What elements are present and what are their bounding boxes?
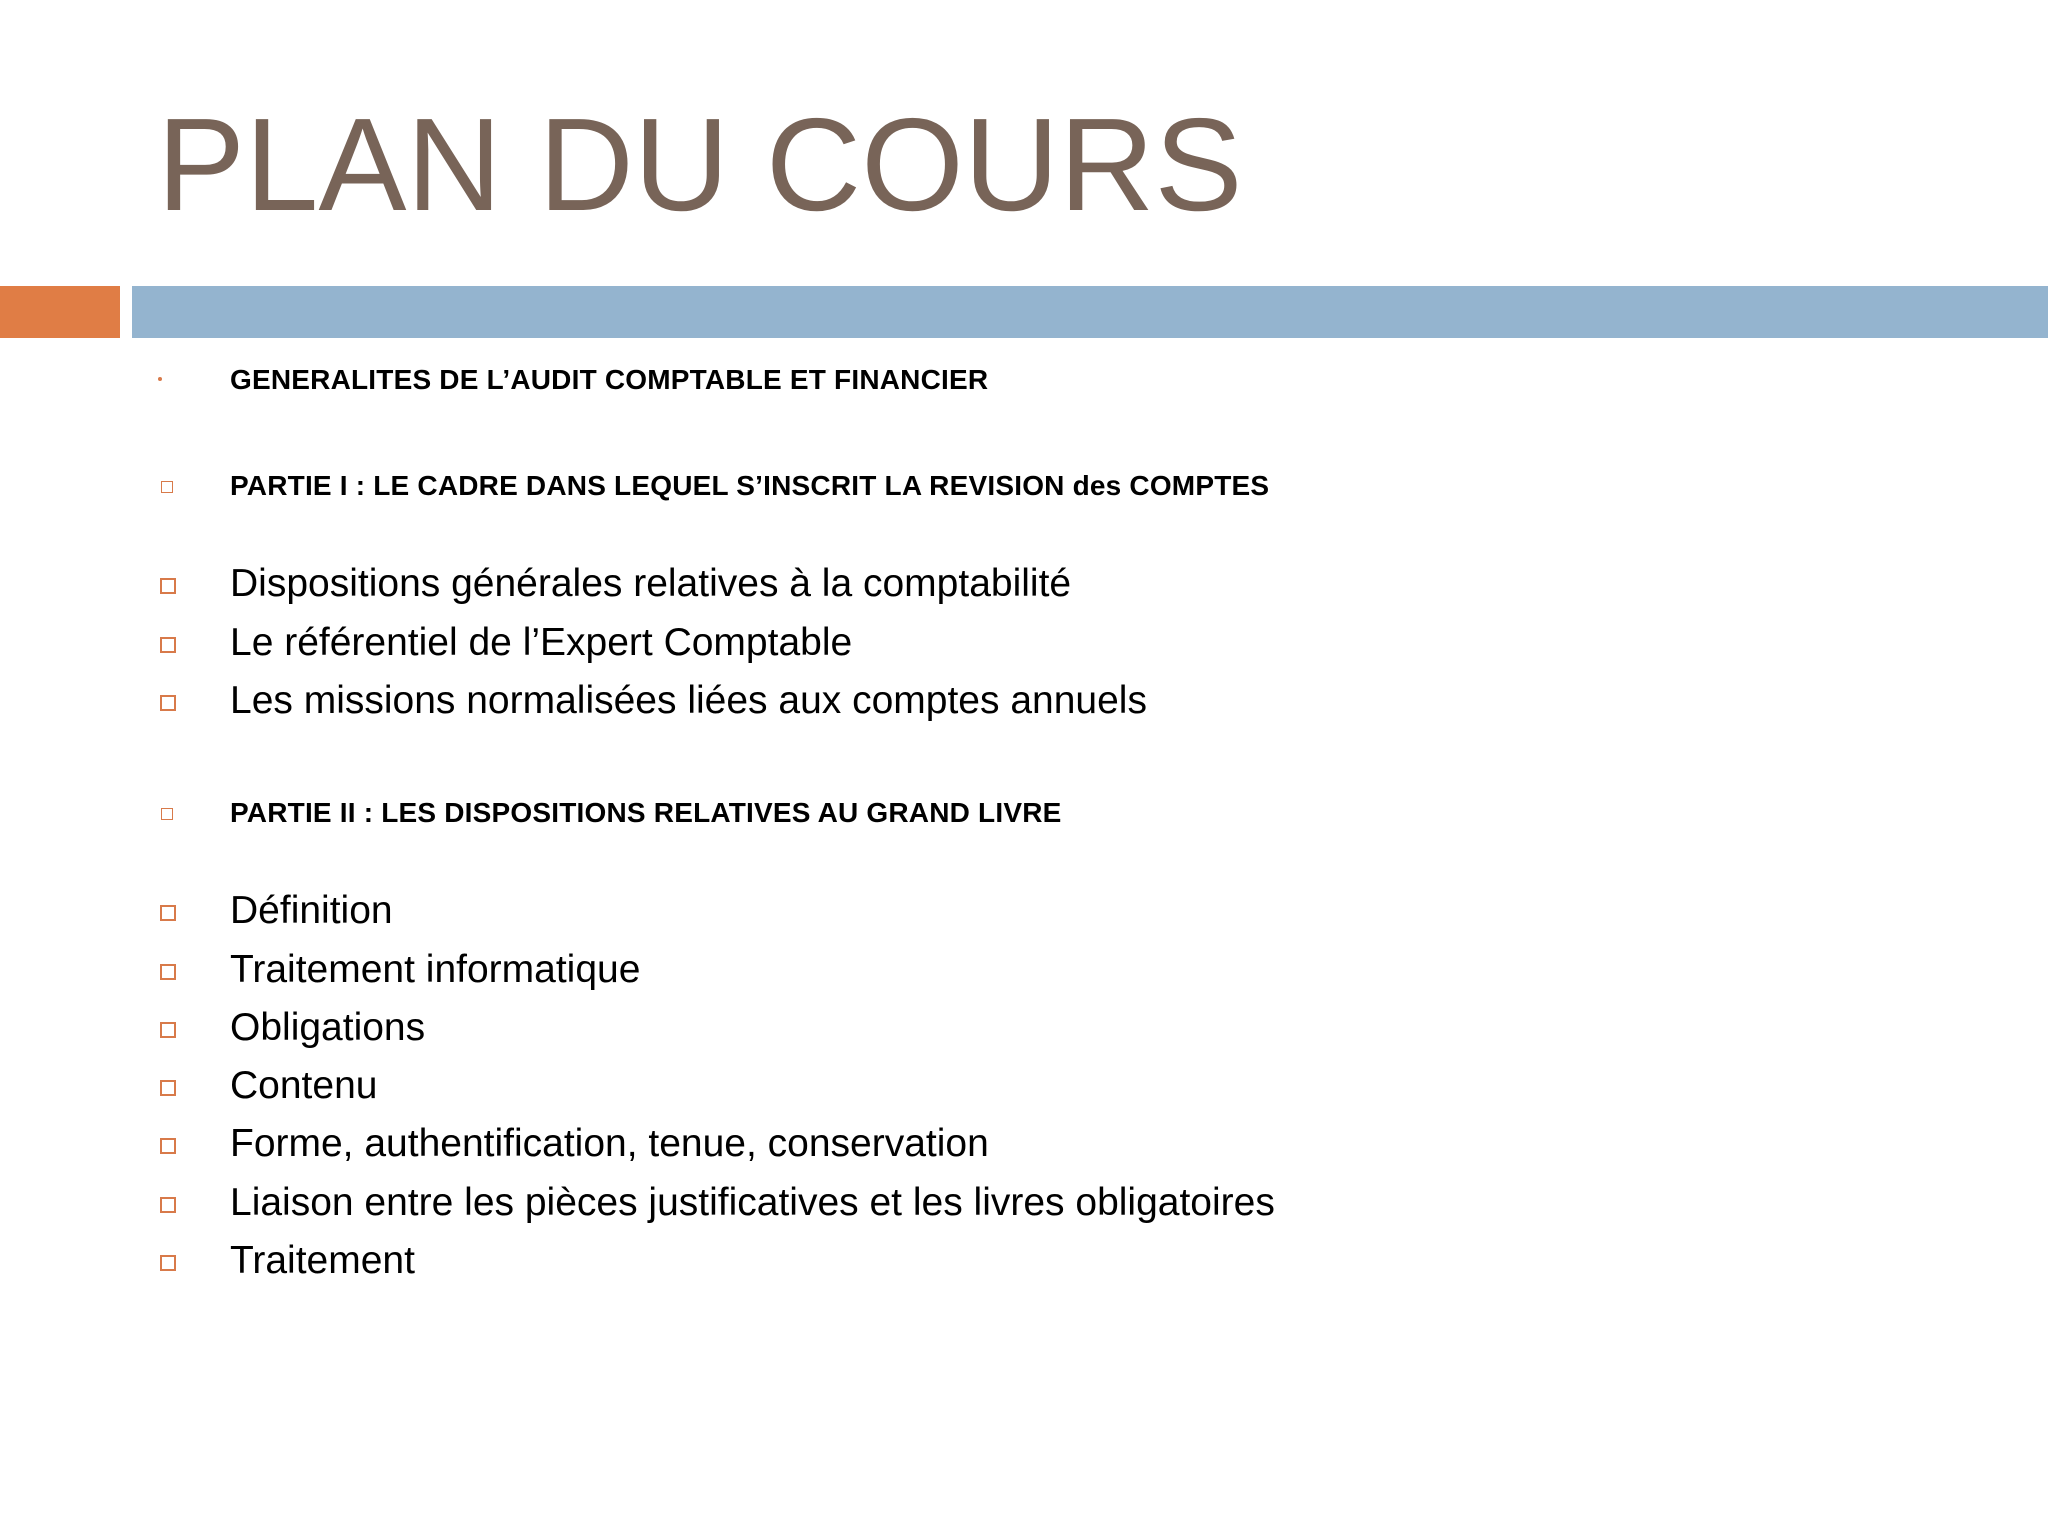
list-item [0, 1057, 2048, 1115]
list-item-text: GENERALITES DE L’AUDIT COMPTABLE ET FINANCIER [230, 364, 989, 395]
list-item-text: Liaison entre les pièces justificatives et les livres obligatoires [230, 1181, 1275, 1224]
hollow-square-bullet-icon [160, 1022, 176, 1038]
list-item-text: PARTIE I : LE CADRE DANS LEQUEL S’INSCRIT LA REVISION des COMPTES [230, 470, 1270, 501]
list-item-text: Traitement informatique [230, 948, 641, 991]
list-item-text: Dispositions générales relatives à la comptabilité [230, 562, 1072, 605]
list-item [0, 457, 2048, 515]
hollow-square-bullet-icon [160, 1138, 176, 1154]
list-item-text: PARTIE II : LES DISPOSITIONS RELATIVES AU GRAND LIVRE [230, 797, 1062, 828]
list-item [0, 999, 2048, 1057]
hollow-square-bullet-icon [160, 1197, 176, 1213]
list-item-text: Les missions normalisées liées aux comptes annuels [230, 679, 1147, 722]
hollow-square-bullet-icon [161, 808, 173, 820]
list-item [0, 1174, 2048, 1232]
list-item-text: Traitement [230, 1239, 415, 1282]
hollow-square-bullet-icon [160, 964, 176, 980]
list-item-text: Le référentiel de l’Expert Comptable [230, 621, 853, 664]
list-item [0, 941, 2048, 999]
hollow-square-bullet-icon [160, 1080, 176, 1096]
list-item-text: Obligations [230, 1006, 426, 1049]
list-item [0, 882, 2048, 940]
list-item-text: Contenu [230, 1064, 378, 1107]
list-item [0, 1232, 2048, 1290]
hollow-square-bullet-icon [160, 578, 176, 594]
list-item [0, 672, 2048, 730]
list-item [0, 784, 2048, 842]
small-dot-icon [158, 377, 162, 381]
hollow-square-bullet-icon [160, 637, 176, 653]
accent-bar-orange [0, 286, 120, 338]
list-item [0, 614, 2048, 672]
list-item [0, 351, 2048, 409]
list-item-text: Définition [230, 889, 393, 932]
hollow-square-bullet-icon [160, 905, 176, 921]
accent-bar-blue [132, 286, 2048, 338]
list-item-text: Forme, authentification, tenue, conservation [230, 1122, 989, 1165]
hollow-square-bullet-icon [160, 1255, 176, 1271]
page-title: PLAN DU COURS [157, 91, 1243, 238]
list-item [0, 1115, 2048, 1173]
list-item [0, 555, 2048, 613]
hollow-square-bullet-icon [161, 481, 173, 493]
hollow-square-bullet-icon [160, 695, 176, 711]
